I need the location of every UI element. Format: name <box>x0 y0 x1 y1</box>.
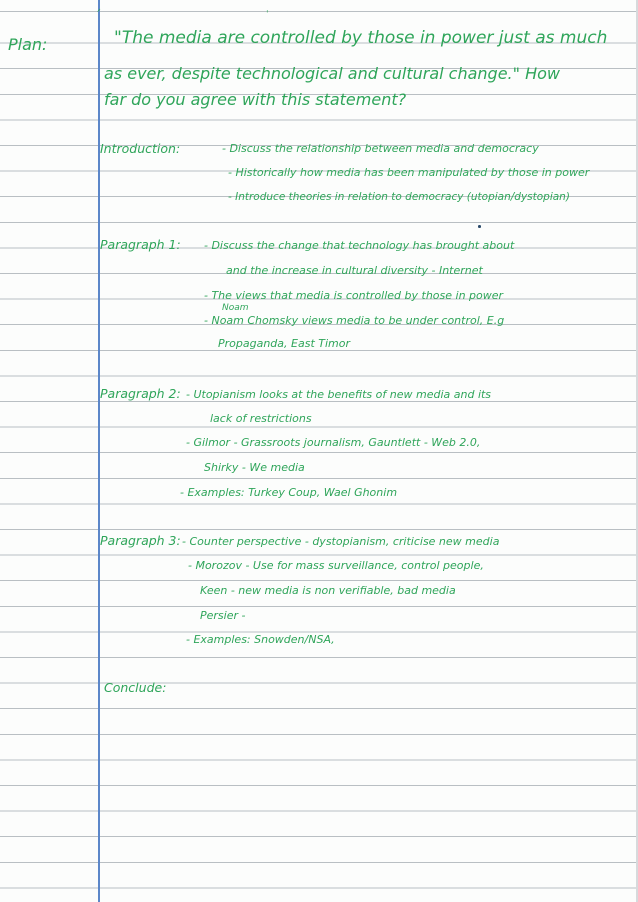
paragraph-3-point-4: Persier - <box>200 609 246 622</box>
paragraph-1-point-4: - Noam Chomsky views media to be under control, E.g <box>204 314 505 327</box>
paragraph-2-point-5: - Examples: Turkey Coup, Wael Ghonim <box>180 486 398 499</box>
question-line-3: far do you agree with this statement? <box>104 90 407 109</box>
paragraph-2-heading: Paragraph 2: <box>100 386 181 401</box>
paragraph-3-heading: Paragraph 3: <box>100 533 181 548</box>
paragraph-3-point-2: - Morozov - Use for mass surveillance, control people, <box>188 559 484 572</box>
paragraph-1-heading: Paragraph 1: <box>100 237 181 252</box>
question-line-1: "The media are controlled by those in power just as much <box>114 28 608 48</box>
paragraph-2-point-4: Shirky - We media <box>204 461 305 474</box>
introduction-heading: Introduction: <box>100 141 181 156</box>
introduction-point-3: - Introduce theories in relation to democracy (utopian/dystopian) <box>228 191 570 203</box>
pen-tick-mark: ˈ <box>266 10 269 20</box>
paragraph-1-insertion: Noam <box>222 303 249 313</box>
paragraph-1-point-2: and the increase in cultural diversity - Internet <box>226 264 483 277</box>
pen-tick-mark: ᐟ <box>97 8 101 18</box>
introduction-point-1: - Discuss the relationship between media and democracy <box>222 142 539 155</box>
paragraph-3-point-3: Keen - new media is non verifiable, bad media <box>200 584 456 597</box>
paragraph-2-point-1: - Utopianism looks at the benefits of new media and its <box>186 388 492 401</box>
introduction-point-2: - Historically how media has been manipulated by those in power <box>228 166 590 179</box>
paragraph-1-point-3: - The views that media is controlled by those in power <box>204 289 504 302</box>
margin-rule <box>98 0 100 902</box>
paragraph-2-point-3: - Gilmor - Grassroots journalism, Gauntlett - Web 2.0, <box>186 436 481 449</box>
paragraph-1-point-1: - Discuss the change that technology has brought about <box>204 239 515 252</box>
paragraph-1-point-5: Propaganda, East Timor <box>218 337 350 350</box>
paragraph-2-point-2: lack of restrictions <box>210 412 312 425</box>
question-line-2: as ever, despite technological and cultural change." How <box>104 64 560 83</box>
paragraph-3-point-1: - Counter perspective - dystopianism, criticise new media <box>182 535 500 548</box>
ink-dot <box>478 225 481 228</box>
paragraph-3-point-5: - Examples: Snowden/NSA, <box>186 633 335 646</box>
margin-heading: Plan: <box>8 35 48 54</box>
conclude-heading: Conclude: <box>104 680 167 695</box>
